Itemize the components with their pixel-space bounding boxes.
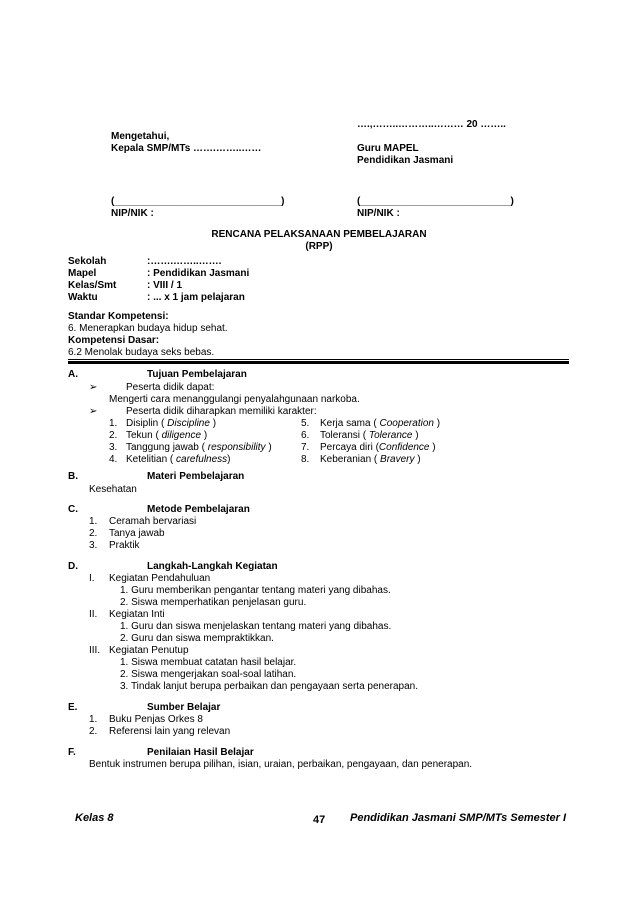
section-b-letter: B. (68, 471, 78, 482)
phase-number: III. (89, 645, 101, 656)
phase-title: Kegiatan Pendahuluan (109, 573, 211, 584)
section-c-title: Metode Pembelajaran (147, 504, 250, 515)
phase-step: 1. Guru dan siswa menjelaskan tentang materi yang dibahas. (120, 621, 392, 632)
identity-value: : Pendidikan Jasmani (147, 268, 250, 279)
section-b-title: Materi Pembelajaran (147, 471, 245, 482)
character-item: 6. Toleransi ( Tolerance ) (301, 430, 419, 441)
phase-title: Kegiatan Inti (109, 609, 165, 620)
principal-nip: NIP/NIK : (111, 208, 154, 219)
phase-step: 3. Tindak lanjut berupa perbaikan dan pengayaan serta penerapan. (120, 681, 419, 692)
phase-step: 2. Guru dan siswa mempraktikkan. (120, 633, 274, 644)
date-line: ….,……..………..……… 20 …….. (357, 119, 506, 130)
identity-value: : ... x 1 jam pelajaran (147, 292, 245, 303)
character-item: 8. Keberanian ( Bravery ) (301, 454, 421, 465)
teacher-sign-line: (___________________________) (357, 196, 514, 207)
section-f-title: Penilaian Hasil Belajar (147, 747, 254, 758)
identity-label: Mapel (68, 268, 97, 279)
identity-label: Waktu (68, 292, 98, 303)
section-a-title: Tujuan Pembelajaran (147, 369, 247, 380)
divider-thin (68, 359, 569, 360)
acknowledgement-heading: Mengetahui, (111, 131, 170, 142)
identity-label: Kelas/Smt (68, 280, 117, 291)
standar-text: 6. Menerapkan budaya hidup sehat. (68, 323, 228, 334)
kompetensi-heading: Kompetensi Dasar: (68, 335, 160, 346)
principal-role: Kepala SMP/MTs …….……..…… (111, 143, 262, 154)
phase-title: Kegiatan Penutup (109, 645, 189, 656)
section-a-bullet1: Peserta didik dapat: (126, 382, 215, 393)
divider-thick (68, 361, 569, 364)
character-item: 4. Ketelitian ( carefulness) (109, 454, 231, 465)
phase-step: 1. Siswa membuat catatan hasil belajar. (120, 657, 297, 668)
character-item: 7. Percaya diri (Confidence ) (301, 442, 436, 453)
section-c-letter: C. (68, 504, 78, 515)
section-f-letter: F. (68, 747, 76, 758)
method-item: 2. Tanya jawab (89, 528, 165, 539)
section-d-letter: D. (68, 561, 78, 572)
section-a-bullet2: Peserta didik diharapkan memiliki karakter: (126, 406, 317, 417)
section-a-bullet1-detail: Mengerti cara menanggulangi penyalahgunaan narkoba. (109, 394, 360, 405)
teacher-subject: Pendidikan Jasmani (357, 155, 454, 166)
character-item: 5. Kerja sama ( Cooperation ) (301, 418, 441, 429)
footer-class: Kelas 8 (75, 812, 114, 824)
section-e-letter: E. (68, 702, 78, 713)
kompetensi-text: 6.2 Menolak budaya seks bebas. (68, 347, 215, 358)
section-f-text: Bentuk instrumen berupa pilihan, isian, uraian, perbaikan, pengayaan, dan penerapan. (89, 759, 473, 770)
character-item: 2. Tekun ( diligence ) (109, 430, 208, 441)
identity-label: Sekolah (68, 256, 107, 267)
phase-step: 2. Siswa mengerjakan soal-soal latihan. (120, 669, 297, 680)
footer-page-number: 47 (313, 814, 326, 826)
character-item: 3. Tanggung jawab ( responsibility ) (109, 442, 272, 453)
bullet-arrow-icon: ➢ (89, 382, 98, 393)
identity-value: : VIII / 1 (147, 280, 183, 291)
teacher-nip: NIP/NIK : (357, 208, 400, 219)
phase-step: 1. Guru memberikan pengantar tentang materi yang dibahas. (120, 585, 391, 596)
phase-number: II. (89, 609, 98, 620)
method-item: 3. Praktik (89, 540, 140, 551)
phase-number: I. (89, 573, 95, 584)
section-d-title: Langkah-Langkah Kegiatan (147, 561, 278, 572)
source-item: 1. Buku Penjas Orkes 8 (89, 714, 203, 725)
section-a-letter: A. (68, 369, 78, 380)
document-subtitle: (RPP) (305, 241, 333, 252)
phase-step: 2. Siswa memperhatikan penjelasan guru. (120, 597, 307, 608)
source-item: 2. Referensi lain yang relevan (89, 726, 231, 737)
standar-heading: Standar Kompetensi: (68, 311, 169, 322)
principal-sign-line: (______________________________) (111, 196, 285, 207)
identity-value: :…….……..……. (147, 256, 222, 267)
section-b-text: Kesehatan (89, 484, 137, 495)
document-title: RENCANA PELAKSANAAN PEMBELAJARAN (211, 229, 427, 240)
character-item: 1. Disiplin ( Discipline ) (109, 418, 217, 429)
method-item: 1. Ceramah bervariasi (89, 516, 197, 527)
teacher-role: Guru MAPEL (357, 143, 419, 154)
footer-title: Pendidikan Jasmani SMP/MTs Semester I (350, 812, 567, 824)
bullet-arrow-icon: ➢ (89, 406, 98, 417)
section-e-title: Sumber Belajar (147, 702, 221, 713)
